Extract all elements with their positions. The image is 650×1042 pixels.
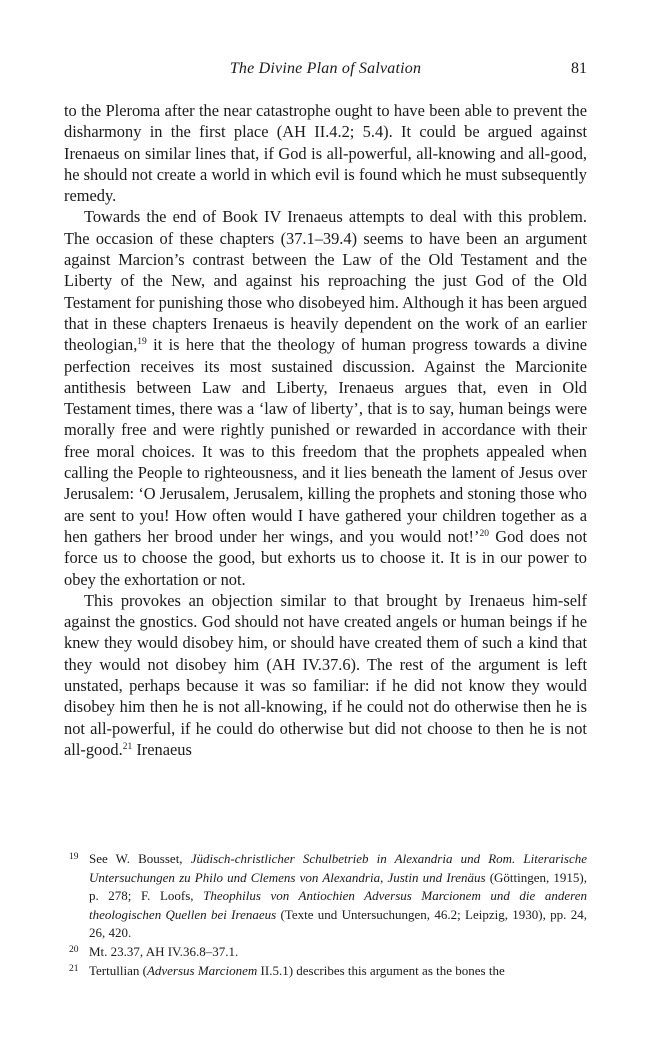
body-paragraph: [64, 206, 587, 589]
body-paragraph: [64, 590, 587, 760]
page-number: 81: [571, 60, 587, 77]
text-run: (Göttingen, 1915), p. 278; F. Loofs,: [89, 869, 588, 904]
footnote-number: 20: [69, 944, 79, 955]
text-run: Irenaeus: [132, 739, 192, 759]
text-run: it is here that the theology of human progress towards a divine perfection receives its most sustained discussion. Against the Marcionite antithesis between Law and Liberty, Irenaeus argues that, even in Old Testament times, there was a ‘law of liberty’, that is to say, human beings were morally free and were rightly punished or rewarded in accordance with their free moral choices. It was to this freedom that the prophets appealed when calling the People to righteousness, and it lies beneath the lament of Jesus over Jerusalem: ‘O Jerusalem, Jerusalem, killing the prophets and stoning those who are sent to you! How often would I have gathered your children together as a hen gathers her brood under her wings, and you would not!’: [64, 335, 587, 546]
footnote-reference[interactable]: 20: [479, 528, 489, 539]
footnote: [64, 962, 587, 981]
text-run: Tertullian (: [89, 962, 147, 978]
body-paragraph: [64, 100, 587, 206]
text-run: to the Pleroma after the near catastrophe ought to have been able to prevent the disharmony in the first place (AH II.4.2; 5.4). It could be argued against Irenaeus on similar lines that, if God is all-powerful, all-knowing and all-good, he should not create a world in which evil is found which he must subsequently remedy.: [64, 101, 587, 206]
footnotes: [64, 850, 587, 980]
text-run: Towards the end of Book IV Irenaeus attempts to deal with this problem. The occasion of these chapters (37.1–39.4) seems to have been an argument against Marcion’s contrast between the Law of the Old Testament and the Liberty of the New, and against his reproaching the just God of the Old Testament for punishing those who disobeyed him. Although it has been argued that in these chapters Irenaeus is heavily dependent on the work of an earlier theologian,: [64, 207, 587, 355]
text-run: Mt. 23.37, AH IV.36.8–37.1.: [89, 943, 239, 959]
footnote: [64, 850, 587, 943]
text-run: (Texte und Untersuchungen, 46.2; Leipzig, 1930), pp. 24, 26, 420.: [89, 906, 587, 941]
italic-title: Theophilus von Antiochien Adversus Marcionem und die anderen theologischen Quellen bei Irenaeus: [89, 888, 587, 922]
text-run: See W. Bousset,: [89, 851, 191, 866]
footnote: [64, 943, 587, 962]
footnote-reference[interactable]: 21: [122, 741, 133, 752]
footnote-reference[interactable]: 19: [137, 337, 147, 348]
footnote-number: 19: [69, 852, 79, 862]
text-run: This provokes an objection similar to that brought by Irenaeus him-self against the gnostics. God should not have created angels or human beings if he knew they would disobey him, or should have created them of such a kind that they would not disobey him (AH IV.37.6). The rest of the argument is left unstated, perhaps because it was so familiar: if he did not know they would disobey him then he is not all-knowing, if he could not do otherwise then he is not all-powerful, if he could do otherwise but did not choose to then he is not all-good.: [64, 590, 587, 759]
running-head: The Divine Plan of Salvation: [229, 60, 422, 77]
text-run: God does not force us to choose the good, but exhorts us to choose it. It is in our power to obey the exhortation or not.: [64, 526, 587, 589]
footnote-number: 21: [69, 963, 79, 974]
text-run: II.5.1) describes this argument as the bones the: [257, 962, 505, 978]
italic-title: Jüdisch-christlicher Schulbetrieb in Alexandria und Rom. Literarische Untersuchungen zu Philo und Clemens von Alexandria, Justin und Irenäus: [89, 851, 587, 885]
body-text: [64, 100, 587, 760]
italic-title: Adversus Marcionem: [146, 962, 258, 978]
page-header: [64, 60, 587, 84]
